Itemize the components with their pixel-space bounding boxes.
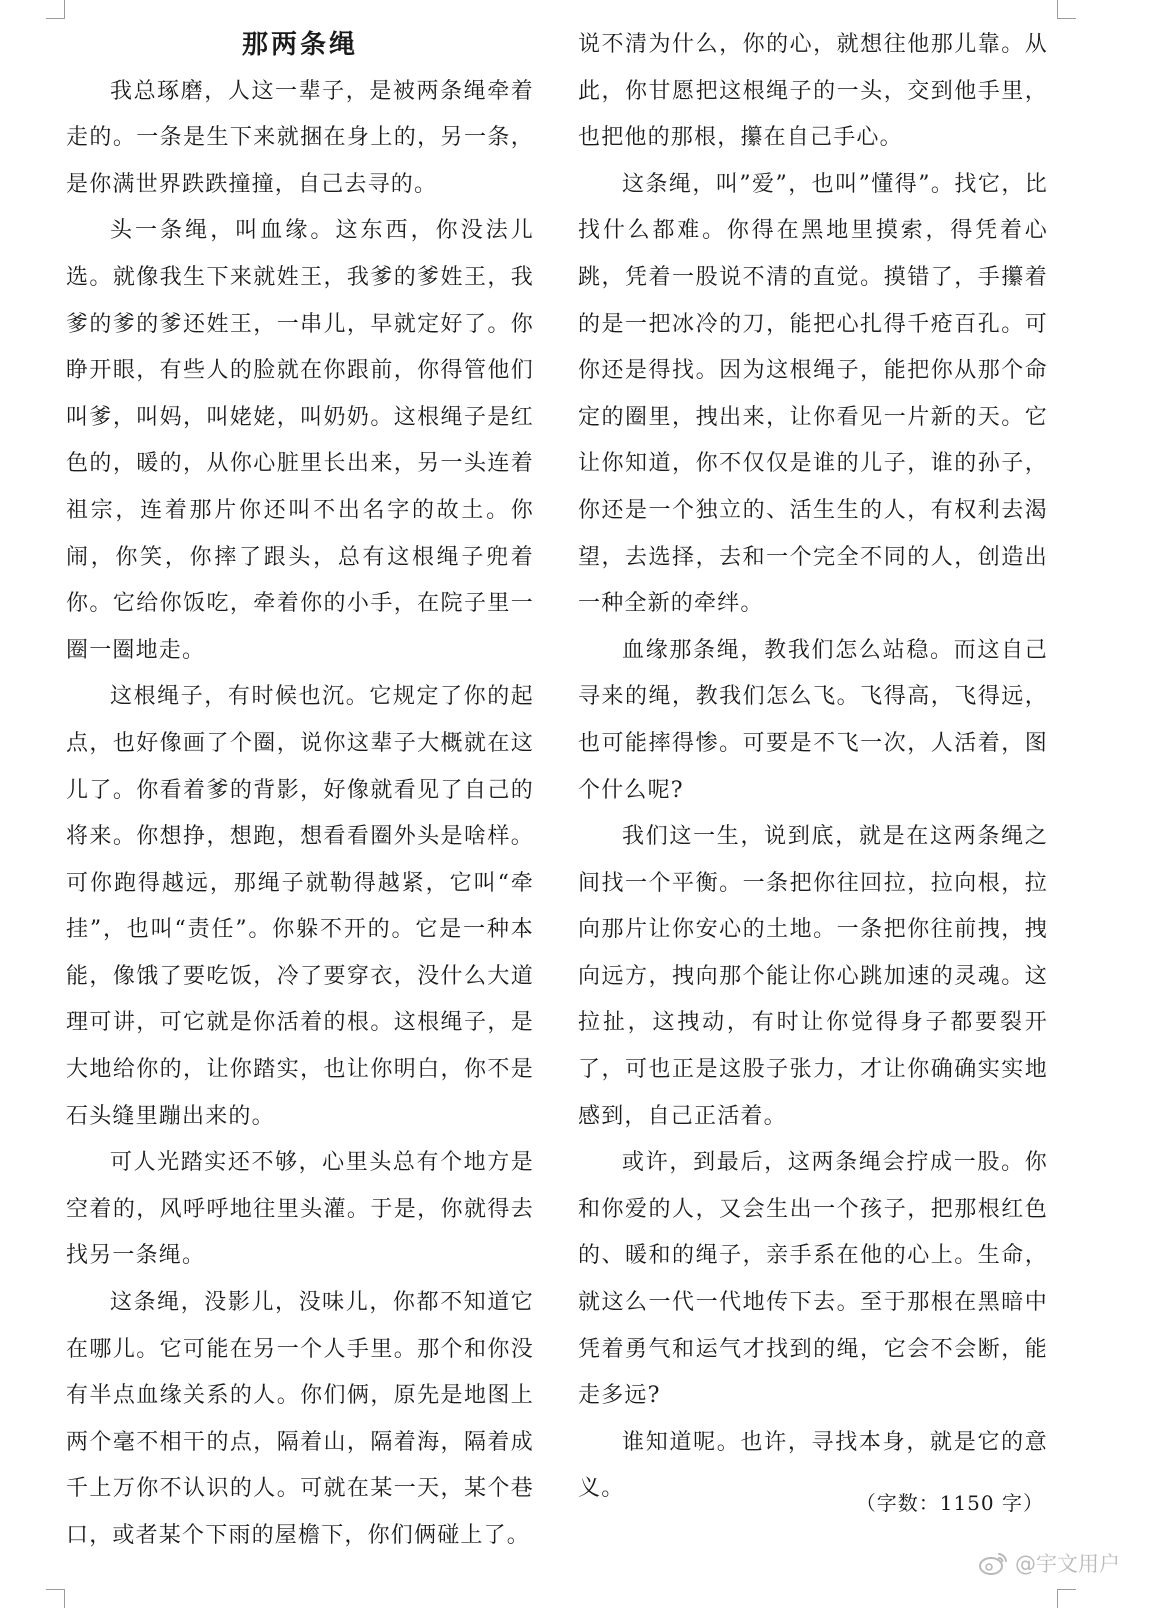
right-column	[578, 22, 1048, 1513]
crop-mark-bottom-right	[1057, 1589, 1076, 1608]
weibo-icon	[977, 1550, 1009, 1576]
word-count: （字数：1150 字）	[855, 1491, 1044, 1515]
paragraph: 头一条绳，叫血缘。这东西，你没法儿选。就像我生下来就姓王，我爹的爹姓王，我爹的爹的爹还姓王，一串儿，早就定好了。你睁开眼，有些人的脸就在你跟前，你得管他们叫爹，叫妈，叫姥姥，叫奶奶。这根绳子是红色的，暖的，从你心脏里长出来，另一头连着祖宗，连着那片你还叫不出名字的故土。你闹，你笑，你摔了跟头，总有这根绳子兜着你。它给你饭吃，牵着你的小手，在院子里一圈一圈地走。	[66, 218, 534, 663]
crop-mark-top-left	[46, 0, 65, 19]
crop-mark-top-right	[1057, 0, 1076, 19]
crop-mark-bottom-left	[46, 1589, 65, 1608]
paragraph: 血缘那条绳，教我们怎么站稳。而这自己寻来的绳，教我们怎么飞。飞得高，飞得远，也可能摔得惨。可要是不飞一次，人活着，图个什么呢?	[578, 637, 1048, 803]
paragraph: 这条绳，没影儿，没味儿，你都不知道它在哪儿。它可能在另一个人手里。那个和你没有半点血缘关系的人。你们俩，原先是地图上两个毫不相干的点，隔着山，隔着海，隔着成千上万你不认识的人。可就在某一天，某个巷口，或者某个下雨的屋檐下，你们俩碰上了。	[66, 1290, 534, 1548]
paragraph: 这根绳子，有时候也沉。它规定了你的起点，也好像画了个圈，说你这辈子大概就在这儿了。你看着爹的背影，好像就看见了自己的将来。你想挣，想跑，想看看圈外头是啥样。可你跑得越远，那绳子就勒得越紧，它叫“牵挂”，也叫“责任”。你躲不开的。它是一种本能，像饿了要吃饭，冷了要穿衣，没什么大道理可讲，可它就是你活着的根。这根绳子，是大地给你的，让你踏实，也让你明白，你不是石头缝里蹦出来的。	[66, 684, 534, 1129]
paragraph: 说不清为什么，你的心，就想往他那儿靠。从此，你甘愿把这根绳子的一头，交到他手里，也把他的那根，攥在自己手心。	[578, 32, 1048, 151]
watermark	[977, 1548, 1120, 1578]
paragraph: 可人光踏实还不够，心里头总有个地方是空着的，风呼呼地往里头灌。于是，你就得去找另一条绳。	[66, 1150, 534, 1269]
paragraph: 我总琢磨，人这一辈子，是被两条绳牵着走的。一条是生下来就捆在身上的，另一条，是你满世界跌跌撞撞，自己去寻的。	[66, 78, 534, 197]
watermark-text: @宇文用户	[1015, 1552, 1120, 1576]
paragraph: 这条绳，叫”爱”，也叫”懂得”。找它，比找什么都难。你得在黑地里摸索，得凭着心跳，凭着一股说不清的直觉。摸错了，手攥着的是一把冰冷的刀，能把心扎得千疮百孔。可你还是得找。因为这根绳子，能把你从那个命定的圈里，拽出来，让你看见一片新的天。它让你知道，你不仅仅是谁的儿子，谁的孙子，你还是一个独立的、活生生的人，有权利去渴望，去选择，去和一个完全不同的人，创造出一种全新的牵绊。	[578, 171, 1048, 617]
paragraph: 谁知道呢。也许，寻找本身，就是它的意义。	[578, 1429, 1048, 1502]
left-paragraphs	[66, 69, 534, 1560]
paragraph: 或许，到最后，这两条绳会拧成一股。你和你爱的人，又会生出一个孩子，把那根红色的、暖和的绳子，亲手系在他的心上。生命，就这么一代一代地传下去。至于那根在黑暗中凭着勇气和运气才找到的绳，它会不会断，能走多远?	[578, 1150, 1048, 1409]
right-paragraphs	[578, 22, 1048, 1513]
paragraph: 我们这一生，说到底，就是在这两条绳之间找一个平衡。一条把你往回拉，拉向根，拉向那片让你安心的土地。一条把你往前拽，拽向远方，拽向那个能让你心跳加速的灵魂。这拉扯，这拽动，有时让你觉得身子都要裂开了，可也正是这股子张力，才让你确确实实地感到，自己正活着。	[578, 824, 1048, 1129]
article-title: 那两条绳	[241, 30, 358, 60]
left-column	[66, 22, 534, 1560]
